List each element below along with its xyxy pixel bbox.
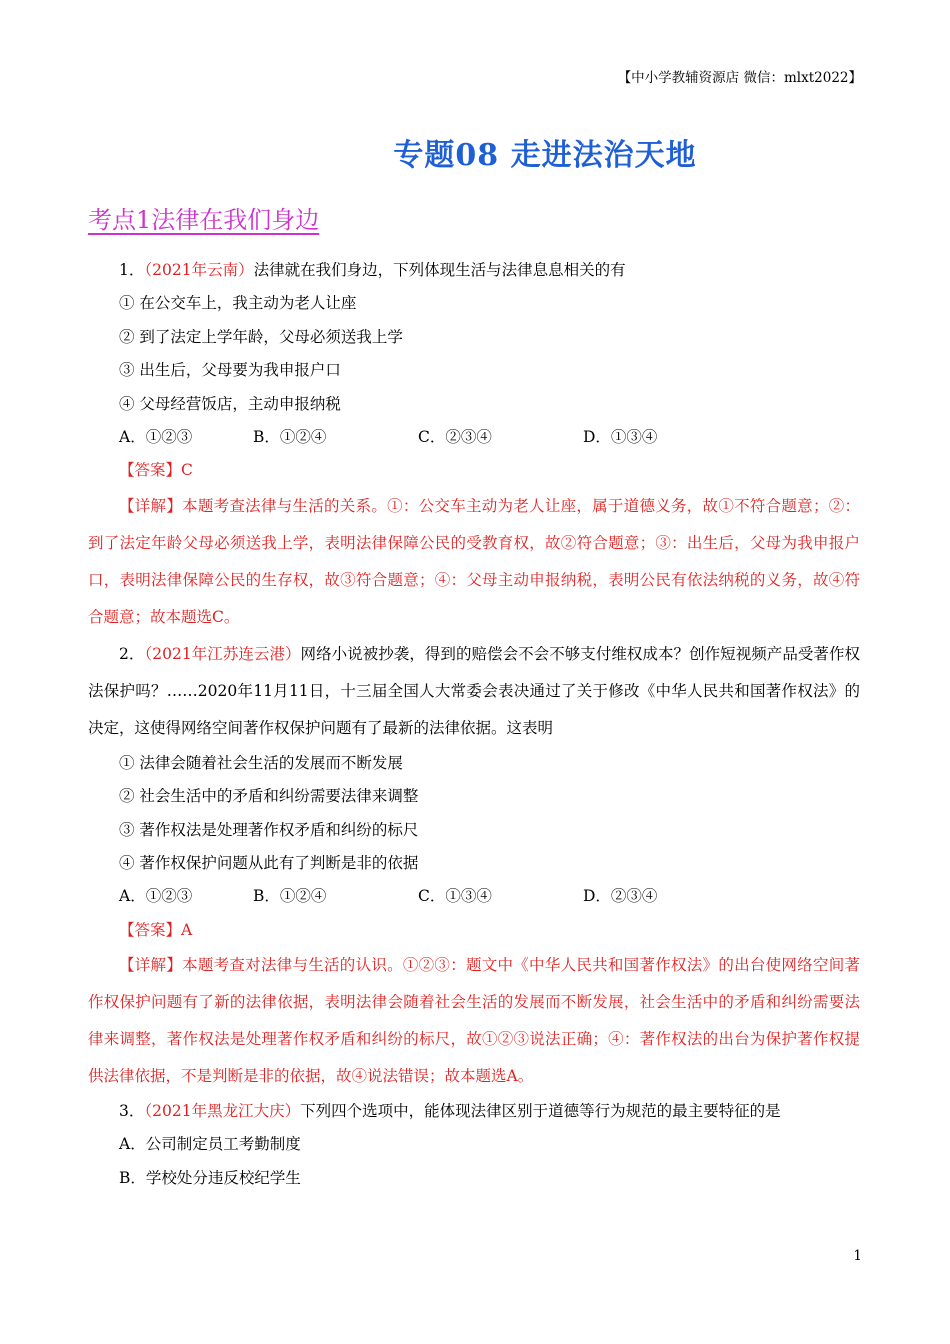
section-title: 考点1法律在我们身边 [88,206,320,234]
question-source: （2021年江苏连云港） [144,644,301,663]
document-body [88,254,860,1195]
answer-label: 【答案】A [119,920,193,939]
option-item: ④ 著作权保护问题从此有了判断是非的依据 [119,853,419,872]
question-source: （2021年黑龙江大庆） [144,1102,301,1121]
choice-b: B．①②④ [253,427,327,446]
question-text: 网络小说被抄袭，得到的赔偿会不会不够支付维权成本？创作短视频产品受著作权法保护吗？……2020年11月11日，十三届全国人大常委会表决通过了关于修改《中华人民共和国著作权法》的决定，这使得网络空间著作权保护问题有了最新的法律依据。这表明 [88,644,860,737]
header-note: 【中小学教辅资源店 微信：mlxt2022】 [617,70,862,86]
question-number: 2． [119,644,145,663]
option-item: B．学校处分违反校纪学生 [119,1168,301,1187]
question-source: （2021年云南） [144,261,254,279]
page-title: 专题08 走进法治天地 [393,138,697,173]
choice-d: D．①③④ [583,427,658,446]
page-number: 1 [853,1248,862,1264]
question-2-stem [88,636,860,747]
answer-choices [88,880,860,913]
choice-a: A．①②③ [119,427,193,446]
option-item: ② 社会生活中的矛盾和纠纷需要法律来调整 [119,787,419,806]
option-item: ① 在公交车上，我主动为老人让座 [119,294,357,313]
option-item: ① 法律会随着社会生活的发展而不断发展 [119,753,403,772]
choice-c: C．②③④ [418,427,492,446]
question-number: 3． [119,1102,145,1121]
answer-detail: 【详解】本题考查法律与生活的关系。①：公交车主动为老人让座，属于道德义务，故①不符合题意；②：到了法定年龄父母必须送我上学，表明法律保障公民的受教育权，故②符合题意；③：出生后，父母为我申报户口，表明法律保障公民的生存权，故③符合题意；④：父母主动申报纳税，表明公民有依法纳税的义务，故④符合题意；故本题选C。 [88,496,860,626]
option-item: ③ 出生后，父母要为我申报户口 [119,361,341,380]
choice-b: B．①②④ [253,887,327,906]
question-1-stem [88,254,860,287]
question-number: 1． [119,261,145,279]
choice-c: C．①③④ [418,887,492,906]
choice-d: D．②③④ [583,887,658,906]
option-item: ④ 父母经营饭店，主动申报纳税 [119,394,341,413]
answer-label: 【答案】C [119,461,193,480]
answer-detail: 【详解】本题考查对法律与生活的认识。①②③：题文中《中华人民共和国著作权法》的出台使网络空间著作权保护问题有了新的法律依据，表明法律会随着社会生活的发展而不断发展，社会生活中的矛盾和纠纷需要法律来调整，著作权法是处理著作权矛盾和纠纷的标尺，故①②③说法正确；④：著作权法的出台为保护著作权提供法律依据，不是判断是非的依据，故④说法错误；故本题选A。 [88,956,860,1086]
option-item: A．公司制定员工考勤制度 [119,1135,301,1154]
question-text: 法律就在我们身边，下列体现生活与法律息息相关的有 [253,261,626,279]
option-item: ② 到了法定上学年龄，父母必须送我上学 [119,327,403,346]
option-item: ③ 著作权法是处理著作权矛盾和纠纷的标尺 [119,820,419,839]
question-3-stem [88,1095,860,1128]
question-text: 下列四个选项中，能体现法律区别于道德等行为规范的最主要特征的是 [300,1102,781,1121]
answer-choices [88,421,860,454]
choice-a: A．①②③ [119,887,193,906]
